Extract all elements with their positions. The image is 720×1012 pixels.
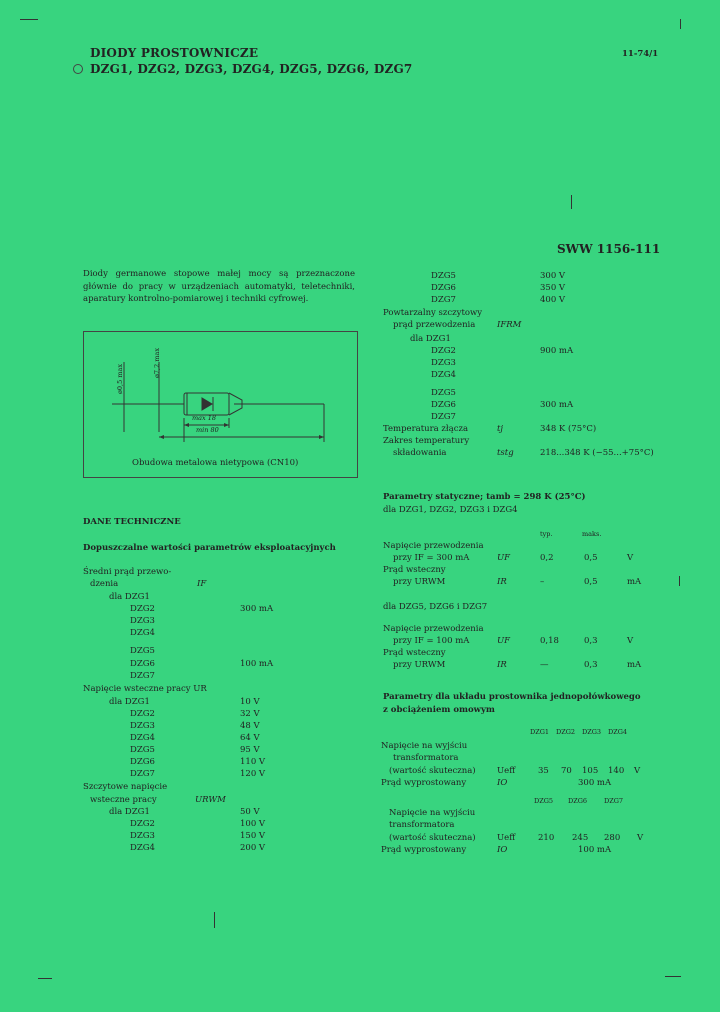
catalog-number: SWW 1156-111 <box>557 242 661 256</box>
type-header: DZG1 <box>530 728 550 736</box>
tj-symbol: tj <box>497 424 504 434</box>
urwm-row-value: 50 V <box>240 807 260 817</box>
if-symbol: IF <box>197 579 207 589</box>
ur-row-type: dla DZG1 <box>109 697 150 707</box>
vf2-label-line2: przy IF = 100 mA <box>393 636 470 646</box>
vf2-label-line1: Napięcie przewodzenia <box>383 624 484 634</box>
u1-value: 140 <box>608 766 625 776</box>
vf1-label-line1: Napięcie przewodzenia <box>383 541 484 551</box>
ur-row-type: DZG6 <box>130 757 155 767</box>
u2-unit: V <box>637 833 644 843</box>
ur-row-value: 64 V <box>240 733 260 743</box>
ur-row-value: 120 V <box>240 769 266 779</box>
io1-symbol: IO <box>497 778 508 788</box>
tstg-label-line1: Zakres temperatury <box>383 436 470 446</box>
col-maks-header: maks. <box>582 530 602 538</box>
page-subtitle: DZG1, DZG2, DZG3, DZG4, DZG5, DZG6, DZG7 <box>90 62 413 76</box>
if-label-line1: Średni prąd przewo- <box>83 567 172 577</box>
urwm-row-type: DZG6 <box>431 283 456 293</box>
urwm-row-value: 100 V <box>240 819 266 829</box>
type-header: DZG2 <box>556 728 576 736</box>
vf2-max: 0,3 <box>584 636 598 646</box>
ifrm-row-value: 300 mA <box>540 400 574 410</box>
vf1-symbol: UF <box>497 553 511 563</box>
tstg-value: 218...348 K (−55...+75°C) <box>540 448 654 458</box>
u2-symbol: Ueff <box>497 833 516 843</box>
type-header: DZG7 <box>604 797 624 805</box>
io1-value: 300 mA <box>578 778 612 788</box>
u1-label-line1: Napięcie na wyjściu <box>381 741 468 751</box>
ir2-unit: mA <box>627 660 642 670</box>
urwm-row-value: 400 V <box>540 295 566 305</box>
u1-unit: V <box>634 766 641 776</box>
ifrm-row-type: dla DZG1 <box>410 334 451 344</box>
figure-caption: Obudowa metalowa nietypowa (CN10) <box>132 458 299 468</box>
ur-row-value: 110 V <box>240 757 266 767</box>
if-row-type: DZG4 <box>130 628 155 638</box>
section-title-dopuszczalne: Dopuszczalne wartości parametrów eksploatacyjnych <box>83 543 336 553</box>
if-dla-dzg1: dla DZG1 <box>109 592 150 602</box>
figure-frame <box>83 331 358 478</box>
ifrm-row-type: DZG6 <box>431 400 456 410</box>
if-row-type: DZG2 <box>130 604 155 614</box>
urwm-symbol: URWM <box>195 795 226 805</box>
ir1-unit: mA <box>627 577 642 587</box>
tstg-symbol: tstg <box>497 448 514 458</box>
type-header: DZG4 <box>608 728 628 736</box>
urwm-row-type: DZG7 <box>431 295 456 305</box>
ur-label: Napięcie wsteczne pracy UR <box>83 684 207 694</box>
vf2-typ: 0,18 <box>540 636 559 646</box>
urwm-label-line2: wsteczne pracy <box>90 795 157 805</box>
vf1-typ: 0,2 <box>540 553 554 563</box>
ur-row-value: 95 V <box>240 745 260 755</box>
if-row-value: 100 mA <box>240 659 274 669</box>
ur-row-type: DZG2 <box>130 709 155 719</box>
ir2-label-line1: Prąd wsteczny <box>383 648 446 658</box>
urwm-row-type: DZG3 <box>130 831 155 841</box>
urwm-row-value: 350 V <box>540 283 566 293</box>
u2-label-line1: Napięcie na wyjściu <box>389 808 476 818</box>
dim-lead-diameter: ø0,5 max <box>116 363 124 394</box>
if-row-type: DZG7 <box>130 671 155 681</box>
ifrm-row-type: DZG5 <box>431 388 456 398</box>
ir1-max: 0,5 <box>584 577 598 587</box>
u2-value: 245 <box>572 833 589 843</box>
section-title-dane: DANE TECHNICZNE <box>83 517 181 527</box>
io2-label: Prąd wyprostowany <box>381 845 467 855</box>
dim-lead-length: min 80 <box>196 426 219 434</box>
type-header: DZG6 <box>568 797 588 805</box>
if-row-type: DZG5 <box>130 646 155 656</box>
ir2-symbol: IR <box>497 660 507 670</box>
ifrm-row-value: 900 mA <box>540 346 574 356</box>
corner-mark <box>38 978 52 979</box>
u2-label-line2: transformatora <box>389 820 455 830</box>
dim-body-length: max 18 <box>192 414 217 422</box>
io2-symbol: IO <box>497 845 508 855</box>
ur-row-type: DZG7 <box>130 769 155 779</box>
corner-mark <box>680 19 681 29</box>
if-row-value: 300 mA <box>240 604 274 614</box>
type-header: DZG5 <box>534 797 554 805</box>
punch-hole-mark <box>73 64 83 74</box>
circuit-params-title-line2: z obciążeniem omowym <box>383 705 495 715</box>
ur-row-type: DZG4 <box>130 733 155 743</box>
ir1-label-line1: Prąd wsteczny <box>383 565 446 575</box>
diode-outline-drawing <box>84 332 357 477</box>
ifrm-row-type: DZG3 <box>431 358 456 368</box>
ifrm-symbol: IFRM <box>497 320 522 330</box>
io1-label: Prąd wyprostowany <box>381 778 467 788</box>
tstg-label-line2: składowania <box>393 448 447 458</box>
ir1-symbol: IR <box>497 577 507 587</box>
page-code: 11-74/1 <box>622 49 659 59</box>
ir2-max: 0,3 <box>584 660 598 670</box>
ur-row-value: 10 V <box>240 697 260 707</box>
vf1-label-line2: przy IF = 300 mA <box>393 553 470 563</box>
u2-value: 280 <box>604 833 621 843</box>
u1-label-line2: transformatora <box>393 753 459 763</box>
u1-value: 70 <box>561 766 572 776</box>
scan-mark <box>571 195 572 209</box>
urwm-row-type: DZG5 <box>431 271 456 281</box>
u1-label-line3: (wartość skuteczna) <box>389 766 476 776</box>
tj-label: Temperatura złącza <box>383 424 469 434</box>
ifrm-row-type: DZG4 <box>431 370 456 380</box>
ifrm-label-line1: Powtarzalny szczytowy <box>383 308 483 318</box>
vf2-unit: V <box>627 636 634 646</box>
dim-body-diameter: ø7,2 max <box>153 347 161 378</box>
page-title: DIODY PROSTOWNICZE <box>90 46 259 60</box>
vf1-max: 0,5 <box>584 553 598 563</box>
io2-value: 100 mA <box>578 845 612 855</box>
ir2-label-line2: przy URWM <box>393 660 446 670</box>
scan-mark <box>214 912 215 928</box>
u2-label-line3: (wartość skuteczna) <box>389 833 476 843</box>
urwm-label-line1: Szczytowe napięcie <box>83 782 168 792</box>
u2-value: 210 <box>538 833 555 843</box>
urwm-row-type: DZG4 <box>130 843 155 853</box>
vf2-symbol: UF <box>497 636 511 646</box>
urwm-row-value: 200 V <box>240 843 266 853</box>
ir2-typ: — <box>540 660 549 670</box>
urwm-row-type: dla DZG1 <box>109 807 150 817</box>
ir1-typ: – <box>540 577 545 587</box>
ir1-label-line2: przy URWM <box>393 577 446 587</box>
ur-row-value: 32 V <box>240 709 260 719</box>
type-header: DZG3 <box>582 728 602 736</box>
u1-value: 105 <box>582 766 599 776</box>
u1-symbol: Ueff <box>497 766 516 776</box>
group2-label: dla DZG5, DZG6 i DZG7 <box>383 602 488 612</box>
u1-value: 35 <box>538 766 549 776</box>
vf1-unit: V <box>627 553 634 563</box>
ifrm-label-line2: prąd przewodzenia <box>393 320 476 330</box>
ifrm-row-type: DZG2 <box>431 346 456 356</box>
col-typ-header: typ. <box>540 530 553 538</box>
description: Diody germanowe stopowe małej mocy są przeznaczone głównie do pracy w urządzeniach automatyki, teletechniki, aparatury kontrolno-pomiarowej i techniki cyfrowej. <box>83 269 355 304</box>
group1-label: dla DZG1, DZG2, DZG3 i DZG4 <box>383 505 518 515</box>
corner-mark <box>665 976 681 977</box>
ur-row-type: DZG3 <box>130 721 155 731</box>
if-row-type: DZG3 <box>130 616 155 626</box>
ur-row-value: 48 V <box>240 721 260 731</box>
scan-mark <box>679 576 680 586</box>
tj-value: 348 K (75°C) <box>540 424 597 434</box>
circuit-params-title-line1: Parametry dla układu prostownika jednopołówkowego <box>383 692 641 702</box>
ur-row-type: DZG5 <box>130 745 155 755</box>
urwm-row-type: DZG2 <box>130 819 155 829</box>
if-label-line2: dzenia <box>90 579 119 589</box>
if-row-type: DZG6 <box>130 659 155 669</box>
static-params-title: Parametry statyczne; tamb = 298 K (25°C) <box>383 492 586 502</box>
urwm-row-value: 150 V <box>240 831 266 841</box>
corner-mark <box>20 19 38 20</box>
ifrm-row-type: DZG7 <box>431 412 456 422</box>
urwm-row-value: 300 V <box>540 271 566 281</box>
